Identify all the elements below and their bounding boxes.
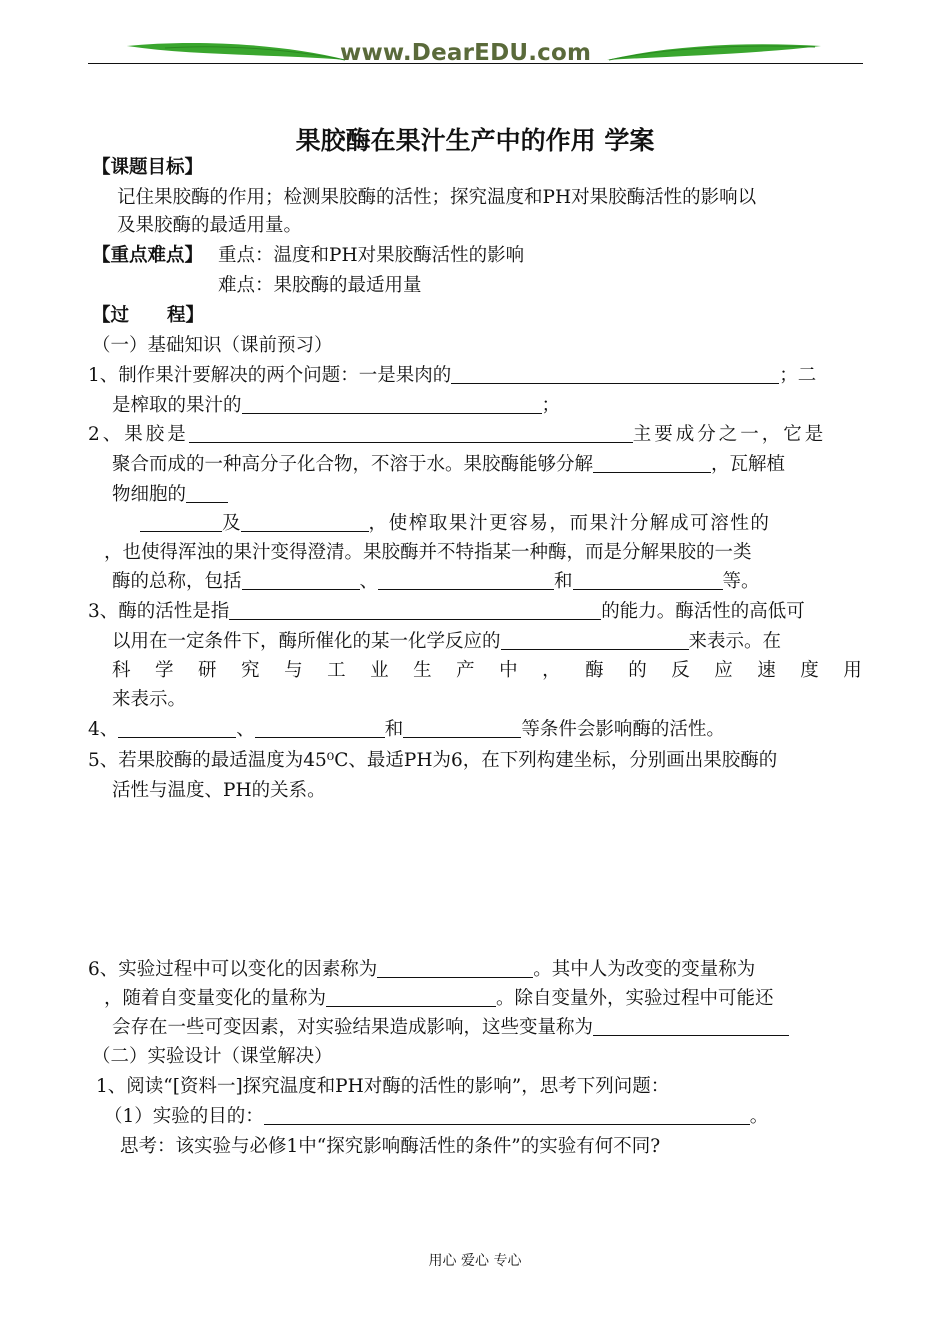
q6-text-e: 会存在一些可变因素，对实验结果造成影响，这些变量称为 — [112, 1017, 594, 1038]
keypoints-heading: 【重点难点】 — [92, 245, 204, 266]
q3-justified-char: 工 — [327, 660, 346, 681]
q2-line1 — [88, 424, 826, 446]
q3-justified-char: 反 — [671, 660, 690, 681]
q6-text-b: 。其中人为改变的变量称为 — [533, 959, 756, 980]
q2-blank-8[interactable] — [573, 571, 723, 590]
process-heading-b: 程】 — [167, 305, 205, 326]
objectives-heading: 【课题目标】 — [92, 157, 204, 178]
q2-text-l: 等。 — [722, 571, 760, 592]
q6-text-c: ，随着自变量变化的量称为 — [104, 988, 327, 1009]
q2-blank-2[interactable] — [593, 454, 711, 473]
q3-justified-char: 究 — [241, 660, 260, 681]
q2-line4 — [140, 513, 771, 535]
q5-line2: 活性与温度、PH的关系。 — [112, 780, 326, 801]
q3-line2 — [112, 631, 781, 653]
q2-text-f: 及 — [222, 513, 241, 534]
part2-heading: （二）实验设计（课堂解决） — [92, 1046, 333, 1067]
objectives-line1: 记住果胶酶的作用；检测果胶酶的活性；探究温度和PH对果胶酶活性的影响以 — [117, 187, 757, 208]
q3-blank-2[interactable] — [501, 631, 689, 650]
q3-text-c: 以用在一定条件下，酶所催化的某一化学反应的 — [112, 631, 501, 652]
q3-justified-char: 研 — [198, 660, 217, 681]
page-title: 果胶酶在果汁生产中的作用 学案 — [295, 126, 655, 155]
q6-text-a: 6、实验过程中可以变化的因素称为 — [88, 959, 378, 980]
purpose-line — [104, 1106, 768, 1128]
q3-justified-char: 与 — [284, 660, 303, 681]
q1-blank-1[interactable] — [451, 365, 779, 384]
q2-text-j: 、 — [359, 571, 379, 592]
q2-blank-3[interactable] — [186, 484, 228, 503]
q2-text-i: 酶的总称，包括 — [112, 571, 242, 592]
q2-text-a: 2、果胶是 — [88, 424, 189, 445]
keypoints-difficult: 难点：果胶酶的最适用量 — [218, 275, 422, 296]
q3-justified-char: 中 — [499, 660, 518, 681]
q2-text-e: 物细胞的 — [112, 484, 187, 505]
q3-justified-char: 用 — [843, 660, 862, 681]
q2-text-k: 和 — [554, 571, 573, 592]
q2-blank-6[interactable] — [242, 571, 360, 590]
q4-blank-3[interactable] — [403, 719, 521, 738]
header-rule — [88, 63, 863, 64]
purpose-text-a: （1）实验的目的： — [104, 1106, 264, 1127]
q2-blank-1[interactable] — [189, 424, 633, 443]
footer: 用心 爱心 专心 — [428, 1253, 522, 1269]
q1-blank-2[interactable] — [242, 395, 542, 414]
objectives-line2: 及果胶酶的最适用量。 — [117, 215, 303, 236]
q3-justified-char: 的 — [628, 660, 647, 681]
purpose-blank[interactable] — [264, 1106, 750, 1125]
q4-text-c: 和 — [384, 719, 404, 740]
q4-blank-2[interactable] — [255, 719, 385, 738]
q3-text-b: 的能力。酶活性的高低可 — [601, 601, 805, 622]
q3-text-d: 来表示。在 — [688, 631, 782, 652]
q3-justified-char: 科 — [112, 660, 131, 681]
q6-text-d: 。除自变量外，实验过程中可能还 — [496, 988, 774, 1009]
q2-blank-5[interactable] — [241, 513, 369, 532]
q1-line1 — [88, 365, 816, 387]
q2-blank-4[interactable] — [140, 513, 222, 532]
part1-heading: （一）基础知识（课前预习） — [92, 335, 333, 356]
read-instruction: 1、阅读“[资料一]探究温度和PH对酶的活性的影响”，思考下列问题： — [96, 1076, 670, 1097]
think-line: 思考：该实验与必修1中“探究影响酶活性的条件”的实验有何不同? — [120, 1136, 661, 1157]
logo-text: www.DearEDU.com — [340, 40, 592, 66]
q2-text-b: 主要成分之一，它是 — [632, 424, 827, 445]
process-heading-a: 【过 — [92, 305, 130, 326]
q4-line — [88, 719, 725, 741]
q1-text-d: ； — [541, 395, 561, 416]
q3-justified-char: 酶 — [585, 660, 604, 681]
q3-justified-char: 学 — [155, 660, 174, 681]
q6-line2 — [104, 988, 774, 1010]
q2-line2 — [112, 454, 785, 476]
q3-justified-char: 速 — [757, 660, 776, 681]
q4-text-b: 、 — [236, 719, 255, 740]
q3-justified-char: 应 — [714, 660, 733, 681]
q2-line6 — [112, 571, 760, 593]
q2-line5: ，也使得浑浊的果汁变得澄清。果胶酶并不特指某一种酶，而是分解果胶的一类 — [104, 542, 752, 563]
q1-line2 — [112, 395, 560, 417]
q2-text-g: ，使榨取果汁更容易，而果汁分解成可溶性的 — [368, 513, 771, 534]
q3-line3 — [112, 660, 862, 682]
q6-line3 — [112, 1017, 789, 1039]
q1-text-a: 1、制作果汁要解决的两个问题：一是果肉的 — [88, 365, 452, 386]
q4-text-d: 等条件会影响酶的活性。 — [521, 719, 725, 740]
q2-line3 — [112, 484, 228, 506]
q6-blank-3[interactable] — [593, 1017, 789, 1036]
q1-text-b: ；二 — [779, 365, 817, 386]
q3-blank-1[interactable] — [229, 601, 601, 620]
q4-text-a: 4、 — [88, 719, 119, 740]
process-heading — [92, 305, 204, 327]
q3-line4: 来表示。 — [112, 689, 187, 710]
q3-justified-char: 产 — [456, 660, 475, 681]
q4-blank-1[interactable] — [118, 719, 236, 738]
keypoints-key: 重点：温度和PH对果胶酶活性的影响 — [218, 245, 525, 266]
purpose-text-b: 。 — [749, 1106, 769, 1127]
q3-line1 — [88, 601, 805, 623]
q6-blank-2[interactable] — [326, 988, 496, 1007]
q2-blank-7[interactable] — [378, 571, 554, 590]
q3-justified-char: ， — [542, 660, 561, 681]
q5-line1: 5、若果胶酶的最适温度为45⁰C、最适PH为6，在下列构建坐标，分别画出果胶酶的 — [88, 750, 778, 771]
q2-text-d: ，瓦解植 — [711, 454, 786, 475]
q3-justified-char: 度 — [800, 660, 819, 681]
q6-blank-1[interactable] — [377, 959, 533, 978]
q3-text-a: 3、酶的活性是指 — [88, 601, 230, 622]
q1-text-c: 是榨取的果汁的 — [112, 395, 242, 416]
q2-text-c: 聚合而成的一种高分子化合物，不溶于水。果胶酶能够分解 — [112, 454, 594, 475]
q6-line1 — [88, 959, 755, 981]
q3-justified-char: 生 — [413, 660, 432, 681]
q3-justified-char: 业 — [370, 660, 389, 681]
